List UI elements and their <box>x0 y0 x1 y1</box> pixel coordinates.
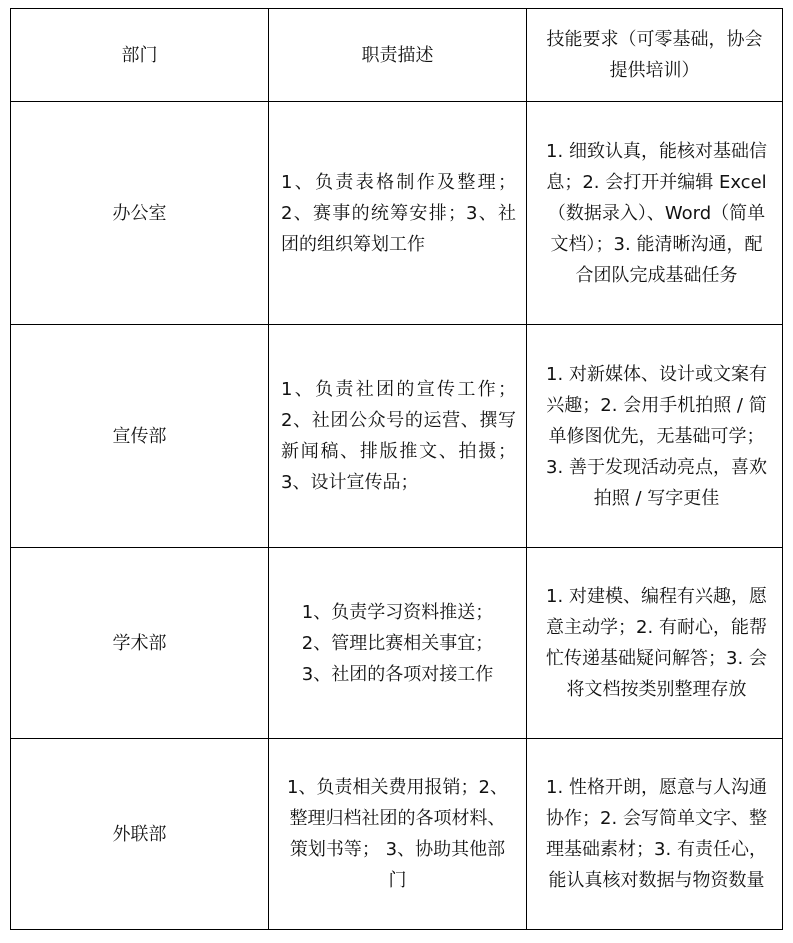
duties-line: 1、负责学习资料推送； <box>301 601 494 623</box>
header-duties-cell <box>269 9 527 102</box>
skills-text: 1. 细致认真，能核对基础信息；2. 会打开并编辑 Excel（数据录入）、Word（简单文档）；3. 能清晰沟通，配合团队完成基础任务 <box>546 140 767 286</box>
skills-text: 1. 性格开朗，愿意与人沟通协作；2. 会写简单文字、整理基础素材；3. 有责任心，能认真核对数据与物资数量 <box>546 777 767 891</box>
department-cell <box>11 739 269 930</box>
department-name: 学术部 <box>112 632 167 654</box>
table-row <box>11 548 783 739</box>
skills-cell <box>527 325 783 548</box>
duties-cell <box>269 102 527 325</box>
department-cell <box>11 548 269 739</box>
skills-cell <box>527 739 783 930</box>
table-row <box>11 739 783 930</box>
department-name: 外联部 <box>112 823 167 845</box>
header-skills: 技能要求（可零基础，协会提供培训） <box>546 29 763 81</box>
duties-cell <box>269 325 527 548</box>
header-skills-cell <box>527 9 783 102</box>
duties-text: 1、负责相关费用报销；2、整理归档社团的各项材料、策划书等； 3、协助其他部门 <box>287 777 508 891</box>
duties-line: 3、社团的各项对接工作 <box>301 663 494 685</box>
duties-text <box>269 597 526 690</box>
duties-text: 1、负责表格制作及整理；2、赛事的统筹安排；3、社团的组织筹划工作 <box>281 171 516 255</box>
department-cell <box>11 102 269 325</box>
duties-cell <box>269 548 527 739</box>
skills-text: 1. 对新媒体、设计或文案有兴趣；2. 会用手机拍照 / 简单修图优先，无基础可学；3. 善于发现活动亮点，喜欢拍照 / 写字更佳 <box>546 363 767 509</box>
duties-line: 2、管理比赛相关事宜； <box>301 632 494 654</box>
table-header-row <box>11 9 783 102</box>
table-row <box>11 102 783 325</box>
department-name: 宣传部 <box>112 425 167 447</box>
department-table <box>10 8 783 930</box>
skills-cell <box>527 102 783 325</box>
department-cell <box>11 325 269 548</box>
table-row <box>11 325 783 548</box>
header-department-cell <box>11 9 269 102</box>
skills-cell <box>527 548 783 739</box>
header-duties: 职责描述 <box>361 44 434 66</box>
skills-text: 1. 对建模、编程有兴趣，愿意主动学；2. 有耐心，能帮忙传递基础疑问解答；3. 会将文档按类别整理存放 <box>546 586 767 700</box>
duties-cell <box>269 739 527 930</box>
header-department: 部门 <box>121 44 158 66</box>
duties-text: 1、负责社团的宣传工作；2、社团公众号的运营、撰写新闻稿、排版推文、拍摄；3、设计宣传品； <box>281 379 516 493</box>
department-name: 办公室 <box>112 202 167 224</box>
